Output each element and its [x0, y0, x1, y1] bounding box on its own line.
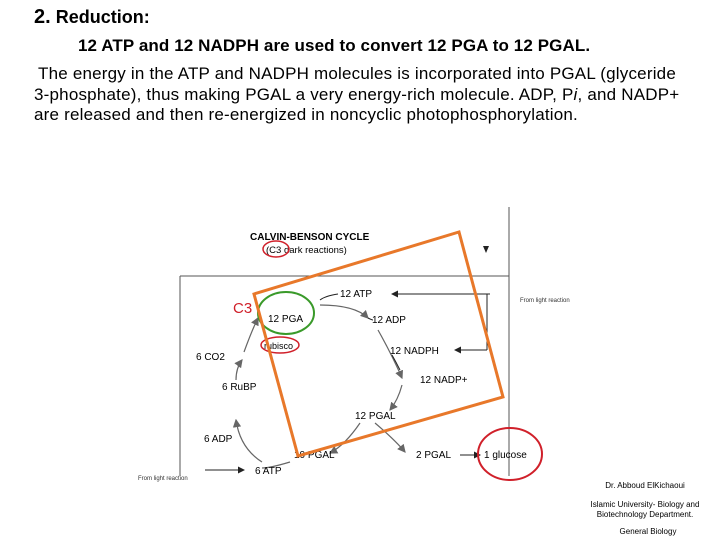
label-6-rubp: 6 RuBP: [222, 382, 257, 393]
arc-nadph-in: [392, 355, 400, 370]
label-6-atp: 6 ATP: [255, 466, 282, 477]
label-2-pgal: 2 PGAL: [416, 450, 452, 461]
arc-nadp-to-pgal: [390, 385, 402, 410]
label-rubisco: rubisco: [264, 341, 294, 351]
label-6-adp: 6 ADP: [204, 434, 233, 445]
lead-sentence: 12 ATP and 12 NADPH are used to convert 12 PGA to 12 PGAL.: [78, 36, 591, 55]
cycle-title: CALVIN-BENSON CYCLE: [250, 232, 370, 243]
credit-department: Islamic University- Biology and Biotechnology Department.: [590, 500, 700, 519]
cycle-subtitle-prefix: (: [266, 245, 270, 256]
arc-rubp-to-co2: [236, 360, 242, 380]
down-arrow-right: [483, 246, 489, 253]
cycle-subtitle-c3: C3: [269, 245, 282, 256]
body-text-part-2: , and NADP+ are released and then re-energized in noncyclic photophosphorylation.: [34, 84, 680, 124]
body-text-italic: i: [573, 84, 578, 104]
c3-red-annotation: C3: [233, 300, 253, 317]
cycle-subtitle-suffix: dark reactions): [281, 245, 347, 256]
body-text-part-1: The energy in the ATP and NADPH molecules is incorporated into PGAL (glyceride 3-phosphate), thus making PGAL a very energy-rich molecule. ADP, P: [34, 64, 676, 104]
label-12-pgal: 12 PGAL: [355, 411, 396, 422]
label-12-nadph: 12 NADPH: [390, 346, 439, 357]
from-light-label-right: From light reaction: [520, 298, 570, 304]
label-6-co2: 6 CO2: [196, 352, 225, 363]
label-10-pgal: 10 PGAL: [294, 450, 335, 461]
label-12-pga: 12 PGA: [268, 314, 304, 325]
section-title: Reduction:: [55, 7, 150, 27]
pga-green-circle: [258, 292, 314, 334]
arc-atp-to-pga-top: [320, 294, 338, 300]
label-1-glucose: 1 glucose: [484, 450, 527, 461]
section-number: 2.: [34, 6, 51, 28]
arc-pga-to-adp: [320, 305, 368, 318]
label-12-nadp: 12 NADP+: [420, 375, 468, 386]
arc-left-lower: [236, 420, 262, 462]
arc-co2-to-pga: [244, 318, 258, 352]
label-12-adp: 12 ADP: [372, 315, 406, 326]
credit-course: General Biology: [619, 527, 677, 536]
credit-author: Dr. Abboud ElKichaoui: [605, 481, 685, 490]
cycle-subtitle: [266, 245, 347, 256]
label-12-atp: 12 ATP: [340, 289, 373, 300]
from-light-label-left: From light reaction: [138, 476, 188, 482]
